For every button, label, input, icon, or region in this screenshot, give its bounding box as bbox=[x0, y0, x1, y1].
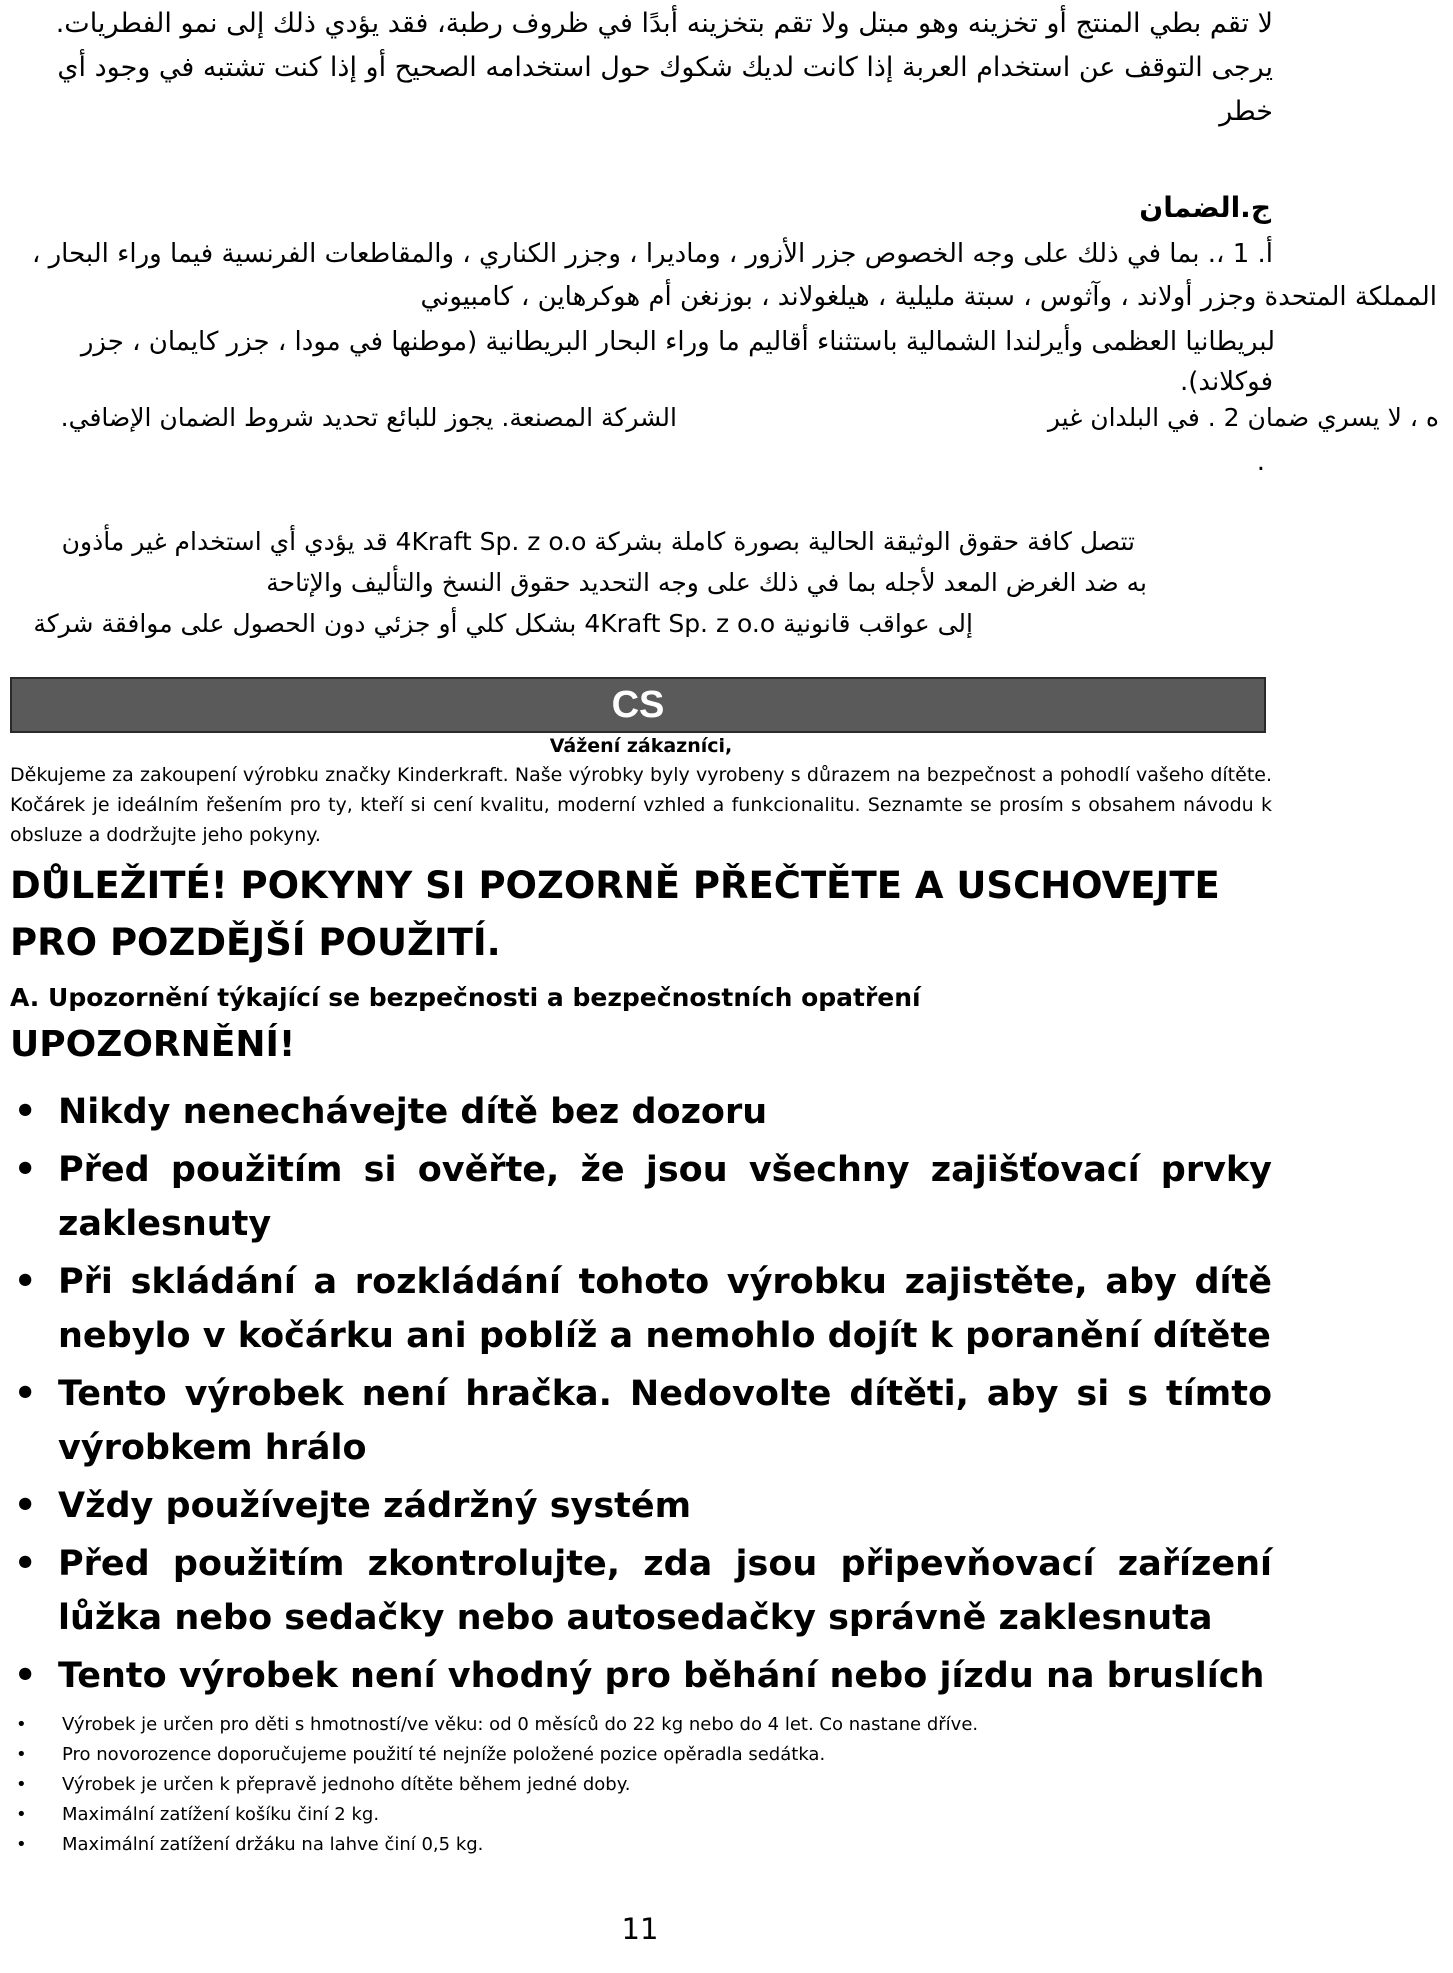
arabic-warranty-dot: . bbox=[1256, 447, 1265, 477]
warning-list-item: • Před použitím zkontrolujte, zda jsou připevňovací zařízení lůžka nebo sedačky nebo autosedačky správně zaklesnuta bbox=[10, 1537, 1272, 1645]
warning-list-item: • Tento výrobek není hračka. Nedovolte dítěti, aby si s tímto výrobkem hrálo bbox=[10, 1367, 1272, 1475]
arabic-warranty-line-4: فوكلاند). bbox=[1179, 367, 1273, 397]
cs-section-a-heading: A. Upozornění týkající se bezpečnosti a bezpečnostních opatření bbox=[10, 983, 921, 1012]
arabic-warranty-line-5b: ه ، لا يسري ضمان 2 . في البلدان غير bbox=[1047, 403, 1439, 432]
arabic-warranty-line-1: أ. 1 ،. بما في ذلك على وجه الخصوص جزر الأزور ، وماديرا ، وجزر الكناري ، والمقاطعات الفرنسية فيما وراء البحار ، bbox=[31, 239, 1273, 269]
spec-list-item: • Výrobek je určen pro děti s hmotností/ve věku: od 0 měsíců do 22 kg nebo do 4 let. Co nastane dříve. bbox=[10, 1710, 1272, 1740]
page-number: 11 bbox=[621, 1912, 659, 1946]
spec-list-item: • Výrobek je určen k přepravě jednoho dítěte během jedné doby. bbox=[10, 1770, 1272, 1800]
spec-list-item: • Maximální zatížení košíku činí 2 kg. bbox=[10, 1800, 1272, 1830]
warning-list-item: • Nikdy nenechávejte dítě bez dozoru bbox=[10, 1085, 1272, 1139]
arabic-warranty-heading: ج.الضمان bbox=[1139, 191, 1271, 224]
warning-list-item: • Vždy používejte zádržný systém bbox=[10, 1479, 1272, 1533]
arabic-copyright-line-1: تتصل كافة حقوق الوثيقة الحالية بصورة كاملة بشركة 4Kraft Sp. z o.o قد يؤدي أي استخدام غير مأذون bbox=[61, 527, 1135, 556]
cs-language-bar: CS bbox=[10, 677, 1266, 733]
cs-greeting: Vážení zákazníci, bbox=[549, 735, 733, 757]
warning-list-item: • Tento výrobek není vhodný pro běhání nebo jízdu na bruslích bbox=[10, 1649, 1272, 1703]
arabic-copyright-line-3: إلى عواقب قانونية 4Kraft Sp. z o.o بشكل كلي أو جزئي دون الحصول على موافقة شركة bbox=[33, 609, 973, 638]
arabic-storage-paragraph: لا تقم بطي المنتج أو تخزينه وهو مبتل ولا تقم بتخزينه أبدًا في ظروف رطبة، فقد يؤدي ذلك إلى نمو الفطريات. يرجى التوقف عن استخدام العربة إذا كانت لديك شكوك حول استخدامه الصحيح أو إذا كنت تشتبه في وجود أي خطر bbox=[55, 8, 1273, 127]
cs-intro-paragraph: Děkujeme za zakoupení výrobku značky Kinderkraft. Naše výrobky byly vyrobeny s důrazem na bezpečnost a pohodlí vašeho dítěte. Kočárek je ideálním řešením pro ty, kteří si cení kvalitu, moderní vzhled a funkcionalitu. Seznamte se prosím s obsahem návodu k obsluze a dodržujte jeho pokyny. bbox=[10, 764, 1272, 846]
cs-warning-heading: UPOZORNĚNÍ! bbox=[10, 1024, 296, 1065]
arabic-warranty-line-5a: الشركة المصنعة. يجوز للبائع تحديد شروط الضمان الإضافي. bbox=[60, 403, 677, 432]
warning-list-item: • Při skládání a rozkládání tohoto výrobku zajistěte, aby dítě nebylo v kočárku ani poblíž a nemohlo dojít k poranění dítěte bbox=[10, 1255, 1272, 1363]
arabic-copyright-line-2: به ضد الغرض المعد لأجله بما في ذلك على وجه التحديد حقوق النسخ والتأليف والإتاحة bbox=[266, 568, 1147, 597]
warning-list-item: • Před použitím si ověřte, že jsou všechny zajišťovací prvky zaklesnuty bbox=[10, 1143, 1272, 1251]
cs-important-heading: DŮLEŽITÉ! POKYNY SI POZORNĚ PŘEČTĚTE A USCHOVEJTE PRO POZDĚJŠÍ POUŽITÍ. bbox=[10, 864, 1220, 964]
cs-spec-list bbox=[10, 1710, 1272, 1860]
arabic-warranty-line-2: المملكة المتحدة وجزر أولاند ، وآثوس ، سبتة مليلية ، هيلغولاند ، بوزنغن أم هوكرهاين ، كامبيوني bbox=[420, 282, 1437, 312]
spec-list-item: • Pro novorozence doporučujeme použití té nejníže položené pozice opěradla sedátka. bbox=[10, 1740, 1272, 1770]
cs-warning-list bbox=[10, 1085, 1272, 1707]
spec-list-item: • Maximální zatížení držáku na lahve činí 0,5 kg. bbox=[10, 1830, 1272, 1860]
arabic-warranty-line-3: لبريطانيا العظمى وأيرلندا الشمالية باستثناء أقاليم ما وراء البحار البريطانية (موطنها في مودا ، جزر كايمان ، جزر bbox=[80, 327, 1275, 357]
